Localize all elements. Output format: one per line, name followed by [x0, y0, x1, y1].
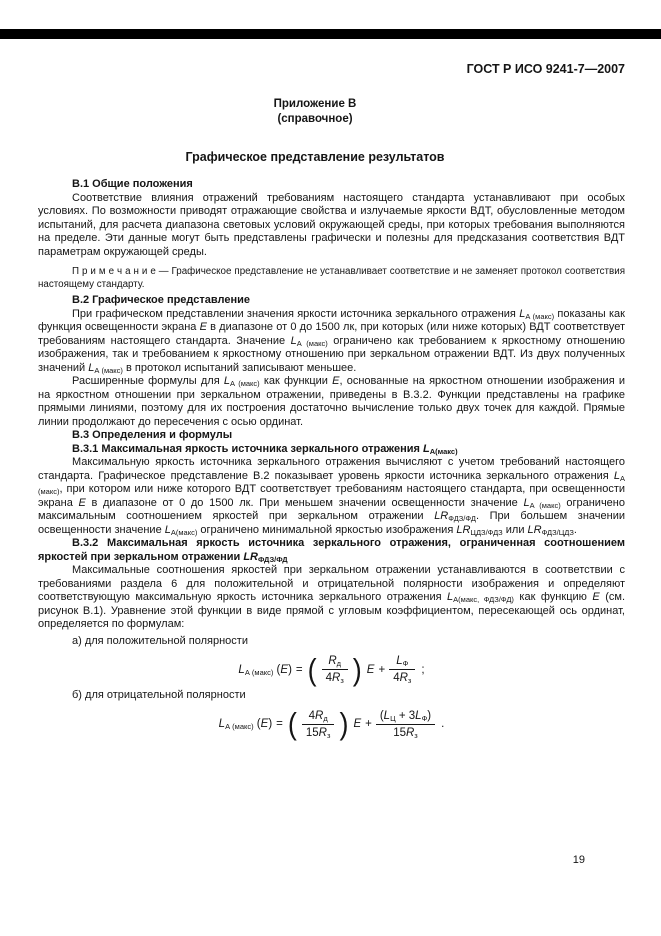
fraction-denominator: $4R_з$: [389, 669, 415, 685]
section-heading-b2: В.2 Графическое представление: [72, 294, 250, 307]
formula-lhs: $L_{А (макс)}$ (E): [238, 663, 292, 677]
fraction-numerator: $R_д$: [328, 655, 342, 669]
note-paragraph: П р и м е ч а н и е — Графическое представление не устанавливает соответствие и не заменяет протокол соответствия настоящему стандарту.: [38, 266, 625, 290]
annex-label: Приложение В: [273, 98, 357, 110]
formula-negative-polarity: $L_{А (макс)}$ (E) = ( $\frac{4R_д}{15R_з}$ ) E + $\frac{(L_Ц + 3L_Ф)}{15R_з}$ .: [218, 707, 445, 741]
equals-sign: =: [276, 718, 283, 731]
fraction-denominator: $15R_з$: [302, 724, 335, 740]
annex-block: [0, 97, 630, 127]
formula-lhs: $L_{А (макс)}$ (E): [218, 718, 273, 732]
slope-fraction: [322, 654, 348, 685]
document-body: [38, 178, 625, 744]
plus-sign: +: [378, 663, 386, 676]
paragraph-b2-1: При графическом представлении значения яркости источника зеркального отражения $L_{А (макс)}$ показаны как функция освещенности экрана E в диапазоне от 0 до 1500 лк, при которых (или ниже которых) ВДТ соответствует требованиям настоящего стандарта. Значение $L_{А (макс)}$ ограничено как требованием к яркостному отношению изображения, так и требованием к яркостному отношению при зеркальном отражении ВДТ. Из двух полученных значений $L_{А (макс)}$ в протокол испытаний записывают меньшее.: [38, 307, 625, 375]
fraction-denominator: $4R_з$: [322, 669, 348, 685]
formula-multiplier: E: [366, 663, 375, 676]
formula-positive-polarity: $L_{А (макс)}$ (E) = ( $\frac{R_д}{4R_з}$ ) E + $\frac{L_Ф}{4R_з}$ ;: [238, 652, 425, 687]
page-number: 19: [572, 854, 585, 866]
intercept-fraction: [376, 709, 435, 740]
paragraph-b2-2: Расширенные формулы для $L_{А (макс)}$ как функции E, основанные на яркостном отношении изображения и на яркостном отношении при зеркальном отражении, приведены в В.3.2. Функции представлены на графике прямыми линиями, поэтому для их построения достаточно вычисление только двух точек для каждой. Прямые линии продолжают до пересечения с осью ординат.: [38, 375, 625, 428]
list-item-negative-polarity: б) для отрицательной полярности: [72, 689, 246, 702]
section-heading-b1: В.1 Общие положения: [72, 178, 193, 190]
equals-sign: =: [295, 663, 303, 676]
section-heading-b31: В.3.1 Максимальная яркость источника зеркального отражения $L_{А(макс)}$: [72, 442, 458, 456]
list-item-positive-polarity: а) для положительной полярности: [72, 634, 248, 647]
fraction-numerator: $4R_д$: [308, 709, 328, 723]
section-heading-b32: В.3.2 Максимальная яркость источника зеркального отражения, ограниченная соотношением яркостей при зеркальном отражении $LR_{ФДЗ/ФД}$: [38, 537, 625, 564]
plus-sign: +: [365, 718, 372, 731]
scan-artifact-bar: [0, 29, 661, 39]
slope-fraction: [302, 709, 335, 740]
document-standard-number: ГОСТ Р ИСО 9241-7—2007: [466, 62, 625, 76]
paragraph-b32-1: Максимальные соотношения яркостей при зеркальном отражении устанавливаются в соответствии с требованиями раздела 6 для положительной и отрицательной полярности изображения и определяют соответствующую максимальную яркость источника зеркального отражения $L_{А(макс, ФДЗ/ФД)}$ как функцию E (см. рисунок В.1). Уравнение этой функции в виде прямой с угловым коэффициентом, пересекающей ось ординат, определяется по формулам:: [38, 564, 626, 631]
paragraph-b1-1: Соответствие влияния отражений требованиям настоящего стандарта устанавливают при особых условиях. По возможности приводят отражающие свойства и излучаемые яркости ВДТ, обусловленные методом испытаний, для расчета диапазона световых условий окружающей среды, при которых требования выполняются на пределе. Эти данные могут быть представлены графически и полезны для предсказания соответствия ВДТ параметрам окружающей среды.: [38, 191, 625, 258]
fraction-denominator: $15R_з$: [376, 724, 435, 740]
annex-type: (справочное): [277, 113, 353, 125]
formula-terminator: .: [441, 718, 445, 731]
intercept-fraction: [389, 654, 415, 685]
section-heading-b3: В.3 Определения и формулы: [72, 429, 233, 442]
fraction-numerator: $(L_Ц + 3L_Ф)$: [379, 709, 432, 723]
paragraph-b31-1: Максимальную яркость источника зеркального отражения вычисляют с учетом требований настоящего стандарта. Графическое представление В.2 показывает уровень яркости источника зеркального отражения $L_{А (макс)}$, при котором или ниже которого ВДТ соответствует требованиям настоящего стандарта, при освещенности экрана E в диапазоне от 0 до 1500 лк. При меньшем значении освещенности значение $L_{А (макс)}$ ограничено максимальным соотношением яркостей при зеркальном отражении $LR_{ФДЗ/ФД}$. При большем значении освещенности значение $L_{А(макс)}$ ограничено минимальной яркостью изображения $LR_{ЦДЗ/ФДЗ}$ или $LR_{ФДЗ/ЦДЗ}$.: [38, 456, 626, 537]
formula-multiplier: E: [353, 718, 362, 731]
fraction-numerator: $L_Ф$: [396, 655, 409, 669]
formula-terminator: ;: [421, 663, 425, 676]
page-title: Графическое представление результатов: [185, 150, 445, 164]
